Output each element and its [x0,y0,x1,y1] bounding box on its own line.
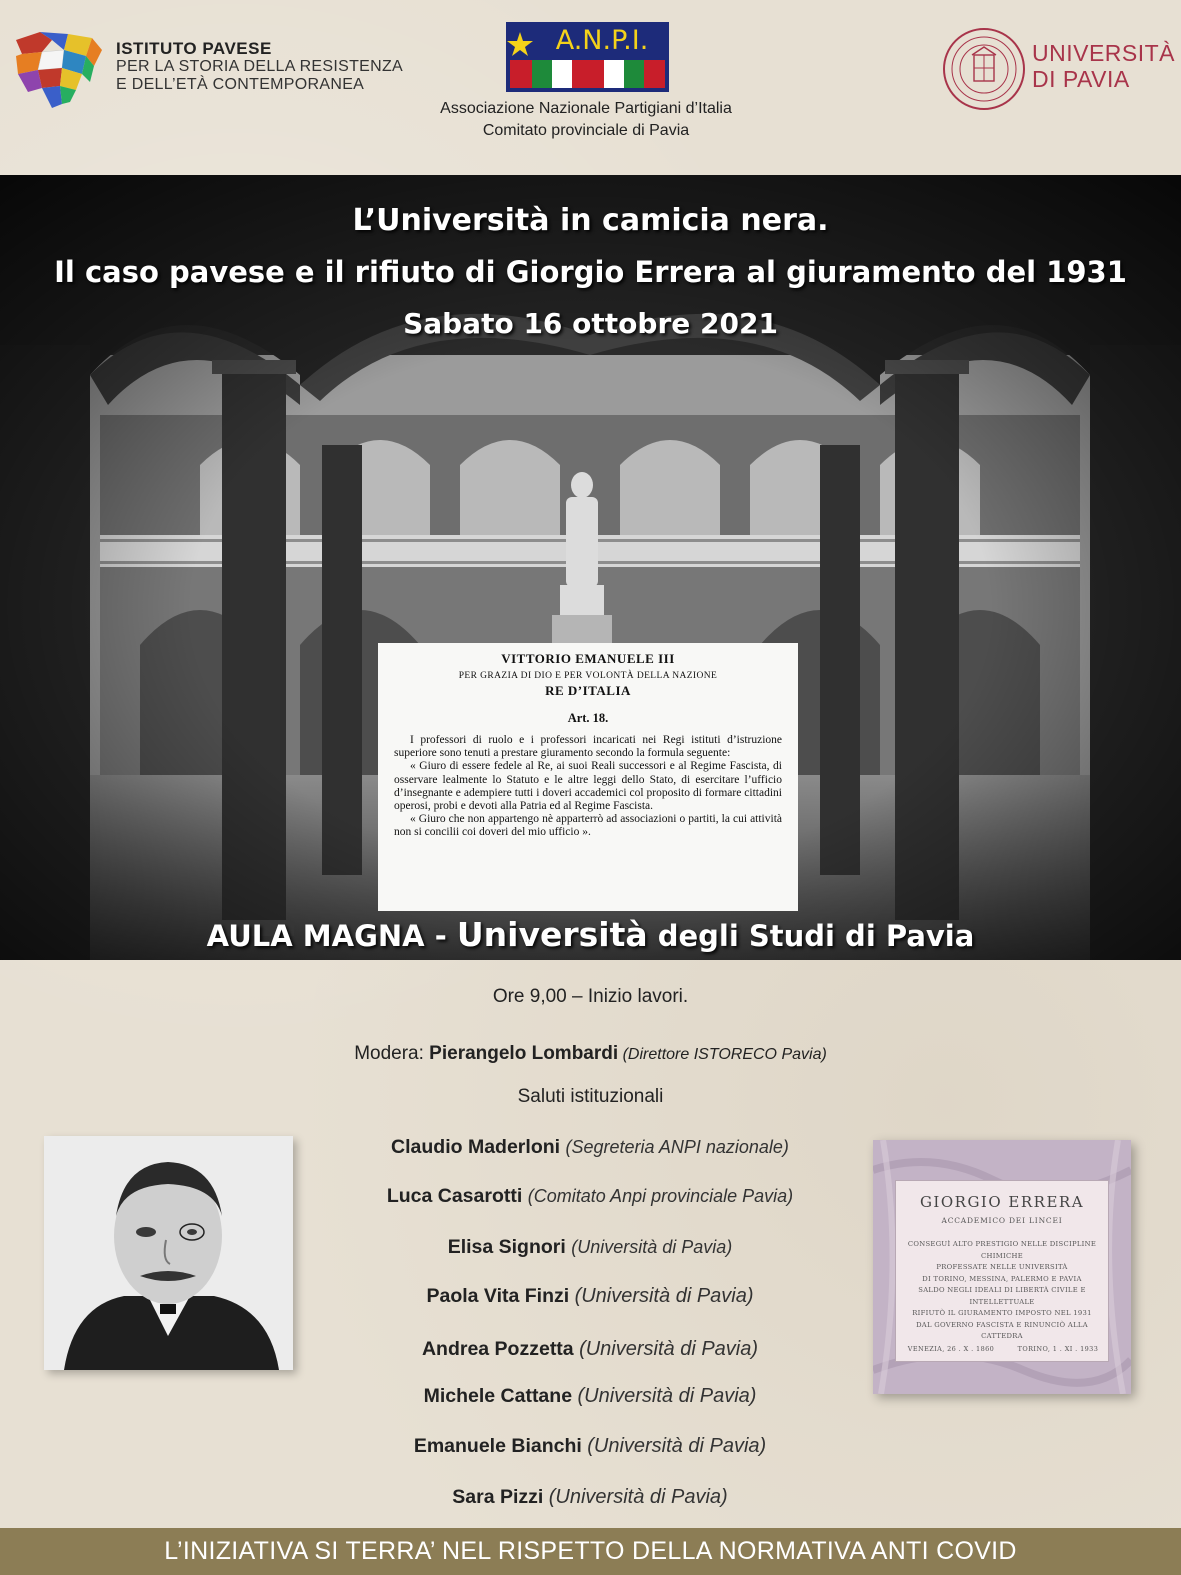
moderator-name: Pierangelo Lombardi [429,1043,619,1064]
plaque-line: CONSEGUÌ ALTO PRESTIGIO NELLE DISCIPLINE CHIMICHE [907,1240,1097,1260]
speaker-role: (Comitato Anpi provinciale Pavia) [527,1186,794,1206]
speaker-item [296,1385,884,1408]
speaker-item [296,1136,884,1159]
anpi-name [390,98,782,142]
greetings-heading: Saluti istituzionali [517,1086,664,1107]
speaker-name: Elisa Signori [447,1236,566,1258]
anpi-line-1: Associazione Nazionale Partigiani d’Italia [440,100,732,117]
header [0,0,1181,175]
decree-grace: PER GRAZIA DI DIO E PER VOLONTÀ DELLA NAZIONE [458,671,718,681]
plaque-line: DAL GOVERNO FASCISTA E RINUNCIÒ ALLA CATTEDRA [916,1320,1088,1340]
decree-article: Art. 18. [567,711,609,725]
plaque-subtitle: ACCADEMICO DEI LINCEI [941,1216,1063,1225]
speaker-name: Luca Casarotti [386,1185,523,1207]
plaque-name: GIORGIO ERRERA [919,1193,1085,1211]
plaque-inscription [895,1180,1109,1362]
moderator-line [0,1043,1181,1065]
istituto-pavese-name [116,40,403,94]
speaker-role: (Università di Pavia) [548,1486,728,1508]
speaker-item [296,1486,884,1509]
anpi-line-2: Comitato provinciale di Pavia [482,122,690,139]
istituto-line-2: PER LA STORIA DELLA RESISTENZA [116,58,404,75]
event-title-line-2: Il caso pavese e il rifiuto di Giorgio Errera al giuramento del 1931 [54,255,1127,289]
decree-king: VITTORIO EMANUELE III [501,651,675,666]
universita-line-1: UNIVERSITÀ [1032,40,1176,66]
universita-pavia-name [1032,40,1175,92]
universita-line-2: DI PAVIA [1032,66,1130,92]
speaker-item [296,1185,884,1208]
speaker-name: Sara Pizzi [452,1486,544,1508]
speaker-name: Emanuele Bianchi [413,1435,582,1457]
speaker-role: (Università di Pavia) [571,1237,733,1257]
speaker-name: Michele Cattane [423,1385,573,1407]
venue-part-2: Università [456,915,648,954]
speaker-item [296,1285,884,1308]
plaque-line: RIFIUTÒ IL GIURAMENTO IMPOSTO NEL 1931 [912,1309,1092,1317]
speaker-name: Claudio Maderloni [391,1136,561,1158]
venue [0,915,1181,954]
covid-notice-band: L’INIZIATIVA SI TERRA’ NEL RISPETTO DELLA NORMATIVA ANTI COVID [0,1528,1181,1575]
universita-pavia-seal [942,27,1026,111]
speaker-role: (Università di Pavia) [587,1435,767,1457]
plaque-dates [896,1345,1110,1353]
istituto-line-3: E DELL’ETÀ CONTEMPORANEA [116,76,365,93]
plaque-line: SALDO NEGLI IDEALI DI LIBERTÀ CIVILE E INTELLETTUALE [918,1286,1086,1306]
plaque-date-left: VENEZIA, 26 . X . 1860 [907,1345,995,1353]
istituto-pavese-logo [12,30,104,110]
istituto-line-1: ISTITUTO PAVESE [116,39,272,58]
giorgio-errera-portrait [44,1136,293,1370]
event-title-line-1: L’Università in camicia nera. [352,203,829,238]
anpi-logo [506,22,669,92]
speaker-name: Andrea Pozzetta [421,1338,574,1360]
speaker-role: (Università di Pavia) [579,1338,759,1360]
event-date: Sabato 16 ottobre 2021 [403,307,778,340]
moderator-label: Modera: [354,1043,430,1064]
start-time: Ore 9,00 – Inizio lavori. [492,986,689,1007]
decree-paragraph-2: « Giuro di essere fedele al Re, ai suoi Reali successori e al Regime Fascista, di osservare lealmente lo Statuto e le altre leggi dello Stato, di esercitare l’ufficio d’insegnante e adempiere tutti i doveri accademici col proposito di formare cittadini operosi, probi e devoti alla Patria ed al Regime Fascista. [394,760,782,813]
plaque-line: DI TORINO, MESSINA, PALERMO E PAVIA [922,1274,1082,1283]
anpi-logo-text: A.N.P.I. [555,25,649,56]
decree-document-excerpt [378,643,798,911]
hero-photo-section [0,175,1181,960]
speaker-role: (Segreteria ANPI nazionale) [565,1137,789,1157]
venue-part-3: degli Studi di Pavia [647,919,975,953]
speaker-item [296,1236,884,1259]
venue-part-1: AULA MAGNA - [206,919,457,953]
speaker-item [296,1338,884,1361]
commemorative-plaque [873,1140,1131,1394]
speaker-name: Paola Vita Finzi [426,1285,570,1307]
plaque-text [896,1239,1108,1343]
moderator-role: (Direttore ISTORECO Pavia) [618,1046,827,1063]
plaque-date-right: TORINO, 1 . XI . 1933 [1017,1345,1099,1353]
plaque-line: PROFESSATE NELLE UNIVERSITÀ [936,1263,1068,1271]
speaker-role: (Università di Pavia) [577,1385,757,1407]
decree-title: RE D’ITALIA [545,683,631,698]
decree-paragraph-3: « Giuro che non appartengo nè apparterrò ad associazioni o partiti, la cui attività non si concilii coi doveri del mio ufficio ». [394,813,782,839]
speaker-role: (Università di Pavia) [574,1285,754,1307]
decree-paragraph-1: I professori di ruolo e i professori incaricati nei Regi istituti d’istruzione superiore sono tenuti a prestare giuramento secondo la formula seguente: [394,734,782,760]
speaker-item [296,1435,884,1458]
